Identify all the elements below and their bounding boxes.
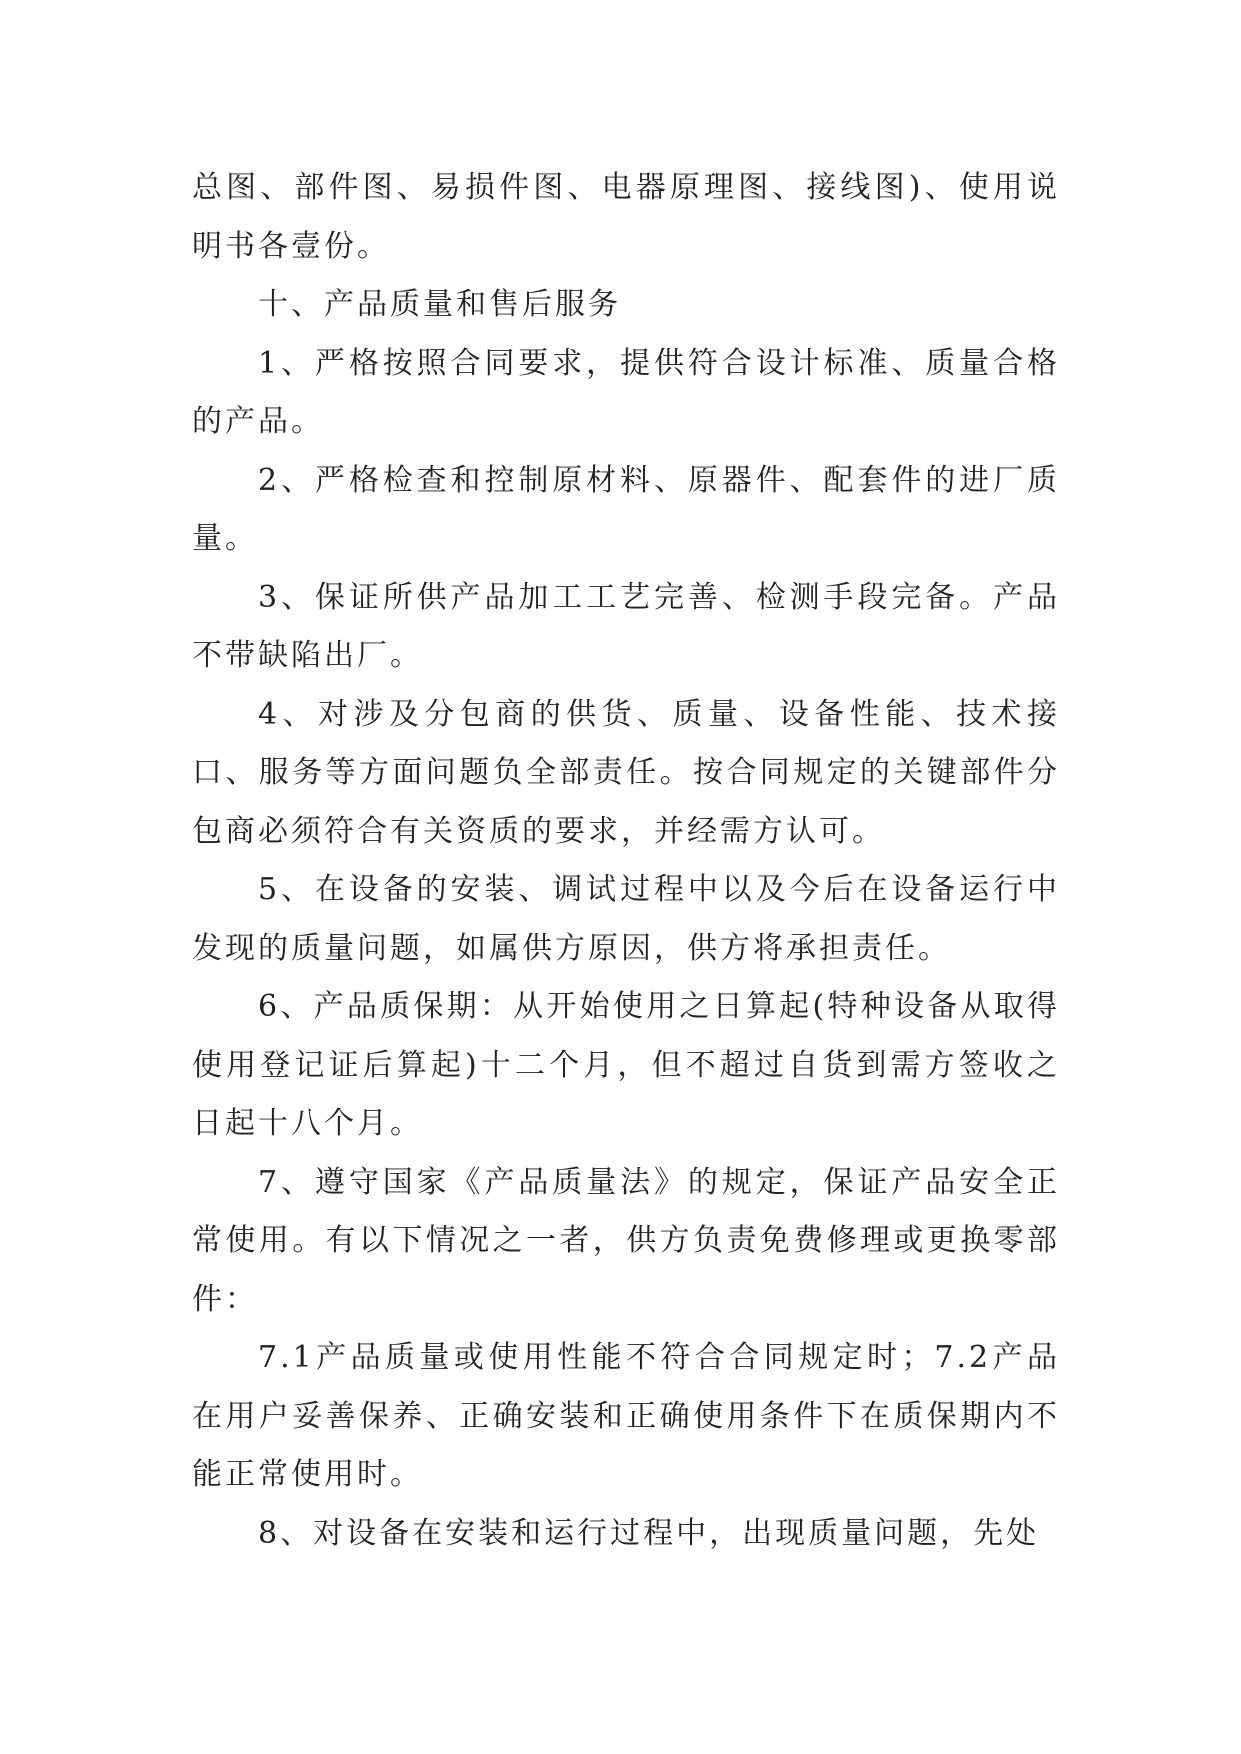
paragraph-drawing-list-continuation: 总图、部件图、易损件图、电器原理图、接线图)、使用说明书各壹份。: [192, 170, 1060, 264]
clause-4: 4、对涉及分包商的供货、质量、设备性能、技术接口、服务等方面问题负全部责任。按合同规定的关键部件分包商必须符合有关资质的要求，并经需方认可。: [192, 696, 1060, 849]
clause-6-warranty-period: 6、产品质保期：从开始使用之日算起(特种设备从取得使用登记证后算起)十二个月，但不超过自货到需方签收之日起十八个月。: [192, 989, 1060, 1141]
clause-3: 3、保证所供产品加工工艺完善、检测手段完备。产品不带缺陷出厂。: [192, 579, 1060, 673]
clause-7-subitems: 7.1产品质量或使用性能不符合合同规定时；7.2产品在用户妥善保养、正确安装和正确使用条件下在质保期内不能正常使用时。: [192, 1340, 1060, 1492]
section-heading-quality-service: 十、产品质量和售后服务: [258, 287, 621, 322]
clause-1: 1、严格按照合同要求，提供符合设计标准、质量合格的产品。: [192, 345, 1060, 439]
clause-2: 2、严格检查和控制原材料、原器件、配套件的进厂质量。: [192, 462, 1060, 556]
clause-7: 7、遵守国家《产品质量法》的规定，保证产品安全正常使用。有以下情况之一者，供方负责免费修理或更换零部件：: [192, 1164, 1060, 1317]
clause-5: 5、在设备的安装、调试过程中以及今后在设备运行中发现的质量问题，如属供方原因，供方将承担责任。: [192, 872, 1060, 966]
document-body: [192, 159, 1060, 1563]
clause-8: 8、对设备在安装和运行过程中，出现质量问题，先处: [258, 1515, 1040, 1551]
